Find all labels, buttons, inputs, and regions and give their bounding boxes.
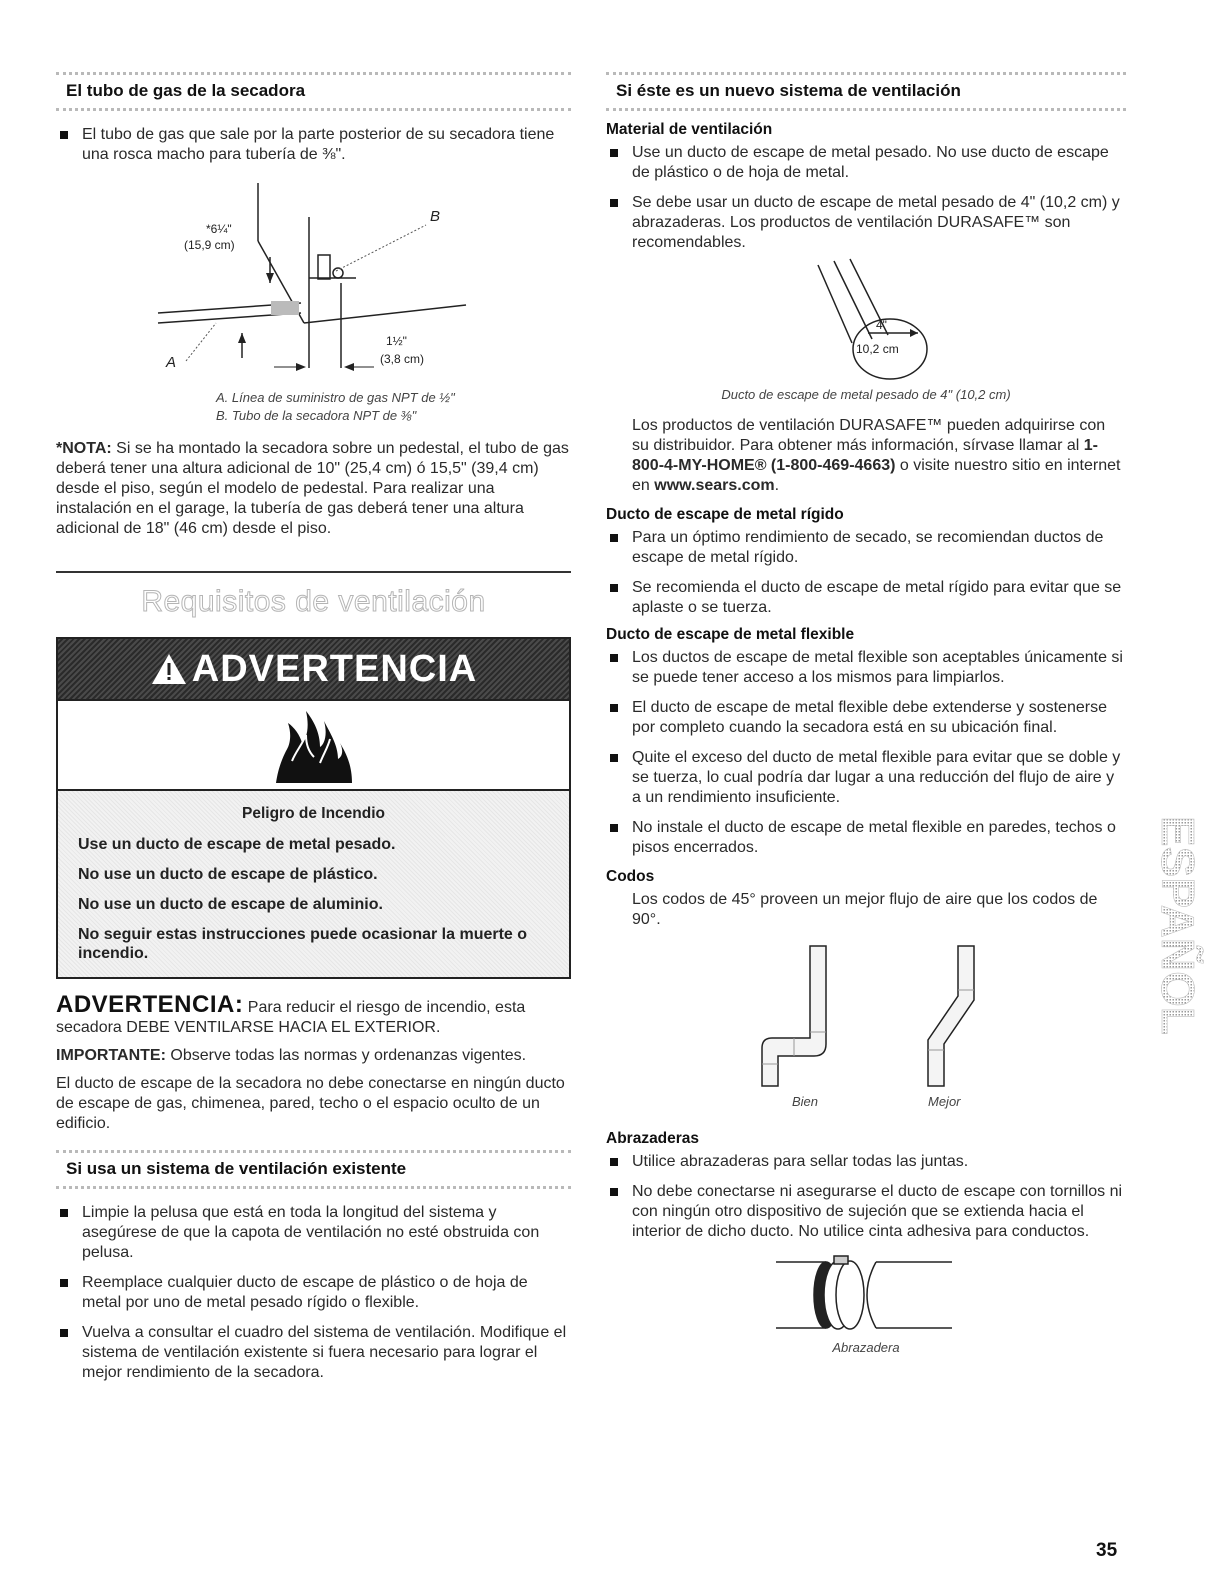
right-column bbox=[606, 72, 1126, 1355]
existing-bullet-2: Reemplace cualquier ducto de escape de plástico o de hoja de metal por uno de metal pesado rígido o flexible. bbox=[56, 1273, 571, 1313]
advertencia-paragraph bbox=[56, 991, 571, 1038]
material-bullet-1: Use un ducto de escape de metal pesado. No use ducto de escape de plástico o de hoja de metal. bbox=[606, 143, 1126, 183]
material-bullet-2: Se debe usar un ducto de escape de metal pesado de 4" (10,2 cm) y abrazaderas. Los productos de ventilación DURASAFE™ son recomendables. bbox=[606, 193, 1126, 253]
durasafe-text-3: . bbox=[774, 477, 780, 494]
rigid-heading: Ducto de escape de metal rígido bbox=[606, 506, 844, 523]
fig-label-b: B bbox=[430, 208, 441, 225]
durasafe-paragraph bbox=[606, 416, 1126, 496]
existing-bullet-1: Limpie la pelusa que está en toda la longitud del sistema y asegúrese de que la capota de ventilación no esté obstruida con pelusa. bbox=[56, 1203, 571, 1263]
dim-a-line2: (15,9 cm) bbox=[184, 238, 235, 252]
note-label: *NOTA: bbox=[56, 440, 112, 457]
clamps-bullet-2: No debe conectarse ni asegurarse el ducto de escape con tornillos ni con ningún otro dispositivo de sujeción que se extienda hacia el interior de dicho ducto. No utilice cinta adhesiva para conductos. bbox=[606, 1182, 1126, 1242]
language-tab-text: ESPAÑOL bbox=[1152, 816, 1204, 1035]
durasafe-text-1: Los productos de ventilación DURASAFE™ pueden adquirirse con su distribuidor. Para obtener más información, sírvase llamar al bbox=[632, 417, 1106, 454]
warning-line-4: No seguir estas instrucciones puede ocasionar la muerte o incendio. bbox=[78, 926, 528, 962]
new-system-heading: Si éste es un nuevo sistema de ventilación bbox=[606, 72, 1126, 111]
warning-banner bbox=[58, 639, 569, 699]
gas-tube-figure bbox=[56, 173, 571, 373]
language-side-tab bbox=[1150, 816, 1204, 1056]
fire-pictogram bbox=[58, 699, 569, 791]
warning-triangle-icon bbox=[150, 652, 188, 686]
fire-icon bbox=[266, 705, 362, 785]
warning-line-2: No use un ducto de escape de plástico. bbox=[78, 866, 378, 883]
existing-system-heading: Si usa un sistema de ventilación existente bbox=[56, 1150, 571, 1189]
clamps-bullet-1: Utilice abrazaderas para sellar todas las juntas. bbox=[606, 1152, 1126, 1172]
dim-a-line1: *6¼" bbox=[206, 222, 232, 236]
clamp-figure bbox=[606, 1254, 1126, 1334]
flexible-bullet-1: Los ductos de escape de metal flexible son aceptables únicamente si se puede tener acceso a los mismos para limpiarlos. bbox=[606, 648, 1126, 688]
duct-connection-paragraph: El ducto de escape de la secadora no debe conectarse en ningún ducto de escape de gas, chimenea, pared, techo o el espacio oculto de un edificio. bbox=[56, 1075, 565, 1132]
flexible-heading: Ducto de escape de metal flexible bbox=[606, 626, 855, 643]
sears-link[interactable]: www.sears.com bbox=[654, 477, 775, 494]
existing-bullet-3: Vuelva a consultar el cuadro del sistema de ventilación. Modifique el sistema de ventilación existente si fuera necesario para lograr el mejor rendimiento de la secadora. bbox=[56, 1323, 571, 1383]
gas-tube-heading: El tubo de gas de la secadora bbox=[56, 72, 571, 111]
advertencia-big: ADVERTENCIA: bbox=[56, 991, 244, 1018]
elbows-text: Los codos de 45° proveen un mejor flujo de aire que los codos de 90°. bbox=[632, 891, 1098, 928]
advertencia-text: Para reducir el riesgo de incendio, esta secadora DEBE VENTILARSE HACIA EL EXTERIOR. bbox=[56, 999, 526, 1036]
gas-tube-bullet: El tubo de gas que sale por la parte posterior de su secadora tiene una rosca macho para tubería de ⅜". bbox=[56, 125, 571, 165]
dim-b-line2: (3,8 cm) bbox=[380, 352, 425, 366]
duct-dim-1: 4" bbox=[876, 318, 887, 332]
elbow-caption-better: Mejor bbox=[928, 1094, 961, 1109]
gas-note bbox=[56, 439, 571, 539]
page-number: 35 bbox=[1096, 1540, 1118, 1561]
duct-dim-2: 10,2 cm bbox=[856, 342, 899, 356]
gas-caption-b: B. Tubo de la secadora NPT de ⅜" bbox=[216, 408, 417, 423]
warning-line-3: No use un ducto de escape de aluminio. bbox=[78, 896, 383, 913]
gas-caption-a: A. Línea de suministro de gas NPT de ½" bbox=[216, 390, 455, 405]
fig-label-a: A bbox=[166, 354, 177, 371]
flexible-bullet-4: No instale el ducto de escape de metal flexible en paredes, techos o pisos encerrados. bbox=[606, 818, 1126, 858]
warning-box bbox=[56, 637, 571, 979]
clamps-heading: Abrazaderas bbox=[606, 1130, 700, 1147]
important-paragraph bbox=[56, 1046, 571, 1066]
flexible-bullet-2: El ducto de escape de metal flexible debe extenderse y sostenerse por completo cuando la secadora está en su ubicación final. bbox=[606, 698, 1126, 738]
elbows-heading: Codos bbox=[606, 868, 655, 885]
dim-b-line1: 1½" bbox=[386, 334, 407, 348]
note-text: Si se ha montado la secadora sobre un pedestal, el tubo de gas deberá tener una altura adicional de 10" (25,4 cm) ó 15,5" (39,4 cm) desde el piso, según el modelo de pedestal. Para realizar una instalación en el garage, la tubería de gas deberá tener una altura adicional de 18" (46 cm) desde el piso. bbox=[56, 440, 569, 537]
important-label: IMPORTANTE: bbox=[56, 1047, 166, 1064]
duct-caption: Ducto de escape de metal pesado de 4" (10,2 cm) bbox=[721, 387, 1011, 402]
durasafe-phone: 1-800-4-MY-HOME® (1-800-469-4663) bbox=[632, 437, 1098, 474]
vent-requirements-title: Requisitos de ventilación bbox=[141, 585, 486, 618]
warning-banner-text: ADVERTENCIA bbox=[191, 647, 478, 690]
warning-body bbox=[58, 791, 569, 977]
rigid-bullet-1: Para un óptimo rendimiento de secado, se recomiendan ductos de escape de metal rígido. bbox=[606, 528, 1126, 568]
rigid-bullet-2: Se recomienda el ducto de escape de metal rígido para evitar que se aplaste o se tuerza. bbox=[606, 578, 1126, 618]
flexible-bullet-3: Quite el exceso del ducto de metal flexible para evitar que se doble y se tuerza, lo cual podría dar lugar a una reducción del flujo de aire y a un rendimiento insuficiente. bbox=[606, 748, 1126, 808]
elbow-caption-good: Bien bbox=[792, 1094, 819, 1109]
durasafe-text-2: o visite nuestro sitio en internet en bbox=[632, 457, 1121, 494]
left-column bbox=[56, 72, 571, 1383]
duct-figure bbox=[606, 259, 1126, 379]
material-heading: Material de ventilación bbox=[606, 121, 773, 138]
elbows-figure bbox=[606, 940, 1126, 1090]
clamp-caption: Abrazadera bbox=[832, 1340, 900, 1355]
fire-hazard-heading: Peligro de Incendio bbox=[242, 805, 385, 822]
important-text: Observe todas las normas y ordenanzas vigentes. bbox=[165, 1047, 527, 1064]
warning-line-1: Use un ducto de escape de metal pesado. bbox=[78, 836, 396, 853]
